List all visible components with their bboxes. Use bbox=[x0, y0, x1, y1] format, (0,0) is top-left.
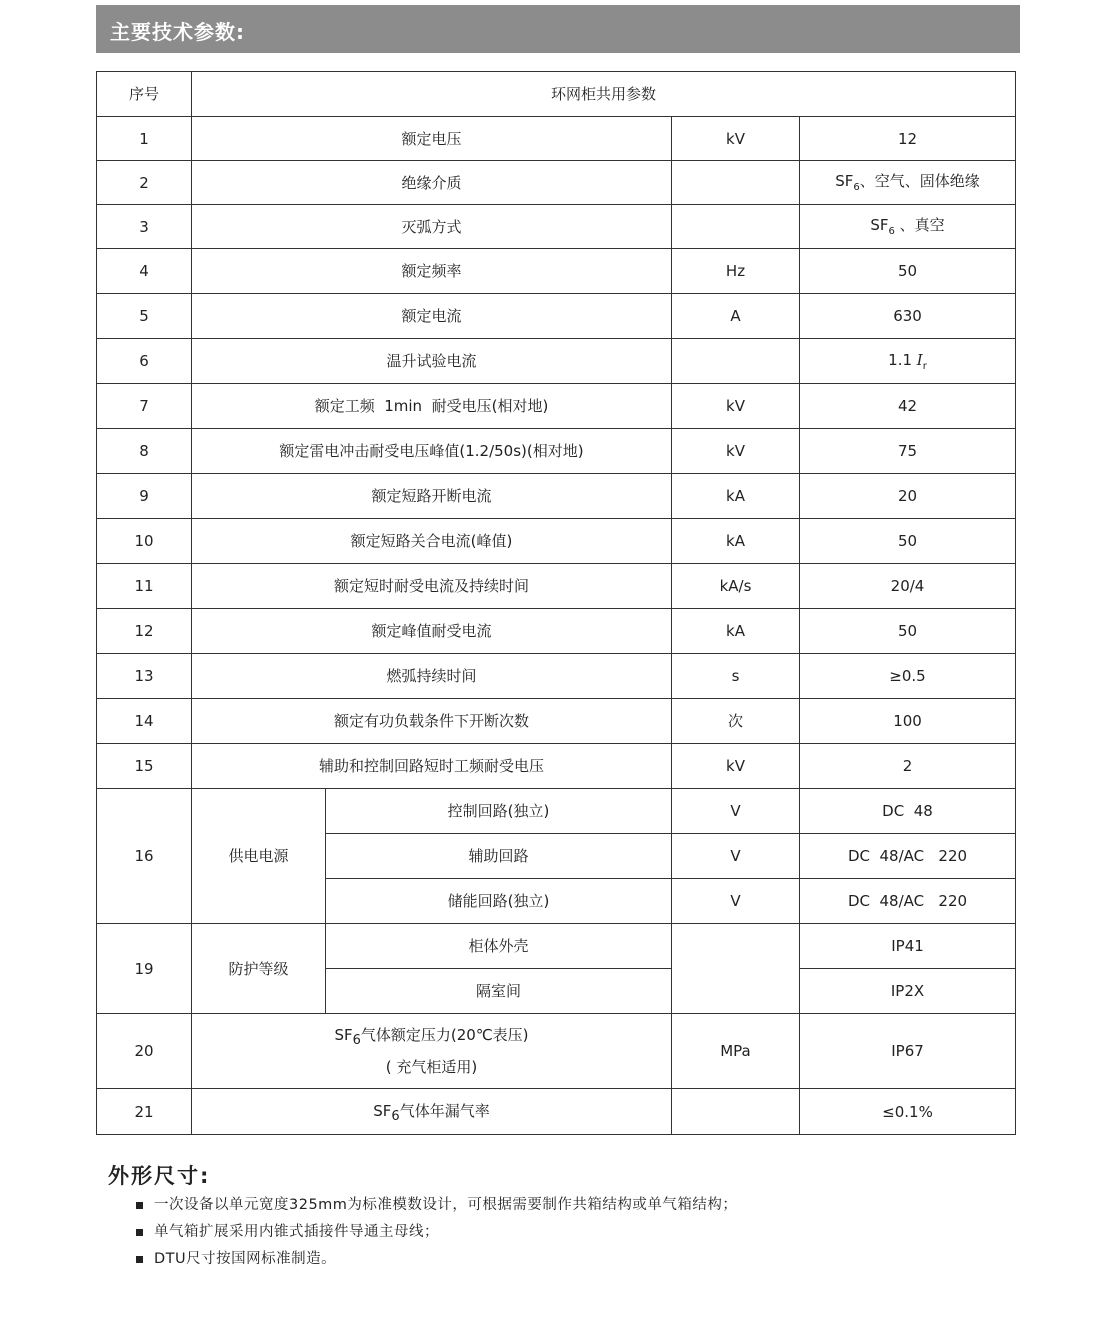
table-row bbox=[97, 474, 1016, 519]
row-unit: kA bbox=[672, 519, 800, 564]
row-group: 防护等级 bbox=[192, 924, 326, 1014]
row-name: 灭弧方式 bbox=[192, 205, 672, 249]
table-row bbox=[97, 117, 1016, 161]
section-header-bar bbox=[96, 5, 1020, 53]
row-name: 绝缘介质 bbox=[192, 161, 672, 205]
row-unit: V bbox=[672, 834, 800, 879]
row-sub-name: 隔室间 bbox=[326, 969, 672, 1014]
row-value: 630 bbox=[800, 294, 1016, 339]
row-no: 2 bbox=[97, 161, 192, 205]
table-header-row bbox=[97, 72, 1016, 117]
row-value: 75 bbox=[800, 429, 1016, 474]
row-name bbox=[192, 1014, 672, 1089]
table-row bbox=[97, 519, 1016, 564]
row-value: DC 48/AC 220 bbox=[800, 879, 1016, 924]
section-title: 主要技术参数: bbox=[110, 20, 245, 44]
table-row bbox=[97, 1014, 1016, 1089]
technical-parameters-table bbox=[96, 71, 1016, 1135]
row-unit: kV bbox=[672, 429, 800, 474]
table-row bbox=[97, 294, 1016, 339]
table-row bbox=[97, 924, 1016, 969]
row-name: 额定雷电冲击耐受电压峰值(1.2/50s)(相对地) bbox=[192, 429, 672, 474]
note-text: 单气箱扩展采用内锥式插接件导通主母线； bbox=[154, 1224, 439, 1240]
note-text: DTU尺寸按国网标准制造。 bbox=[154, 1251, 337, 1267]
row-no: 10 bbox=[97, 519, 192, 564]
square-bullet-icon bbox=[136, 1229, 143, 1236]
table-row bbox=[97, 249, 1016, 294]
row-value: 20 bbox=[800, 474, 1016, 519]
row-name-line2: ( 充气柜适用) bbox=[385, 1058, 478, 1076]
value-subscript: 6 bbox=[888, 226, 895, 237]
row-value bbox=[800, 161, 1016, 205]
table-row bbox=[97, 161, 1016, 205]
row-no: 5 bbox=[97, 294, 192, 339]
square-bullet-icon bbox=[136, 1202, 143, 1209]
name-subscript: 6 bbox=[352, 1033, 361, 1048]
row-unit: V bbox=[672, 879, 800, 924]
row-value: IP41 bbox=[800, 924, 1016, 969]
row-no: 1 bbox=[97, 117, 192, 161]
row-value: 20/4 bbox=[800, 564, 1016, 609]
row-sub-name: 储能回路(独立) bbox=[326, 879, 672, 924]
row-no: 7 bbox=[97, 384, 192, 429]
row-no: 20 bbox=[97, 1014, 192, 1089]
row-name: 额定电压 bbox=[192, 117, 672, 161]
table-row bbox=[97, 789, 1016, 834]
row-unit bbox=[672, 1089, 800, 1135]
row-name: 额定有功负载条件下开断次数 bbox=[192, 699, 672, 744]
list-item bbox=[136, 1219, 737, 1246]
name-text: 气体年漏气率 bbox=[399, 1101, 490, 1120]
row-name: 辅助和控制回路短时工频耐受电压 bbox=[192, 744, 672, 789]
row-unit bbox=[672, 205, 800, 249]
row-no: 19 bbox=[97, 924, 192, 1014]
name-text: SF bbox=[334, 1026, 353, 1044]
row-unit: kV bbox=[672, 744, 800, 789]
value-italic: I bbox=[916, 350, 923, 369]
row-sub-name: 柜体外壳 bbox=[326, 924, 672, 969]
row-name: 额定频率 bbox=[192, 249, 672, 294]
row-unit: kV bbox=[672, 117, 800, 161]
row-unit: s bbox=[672, 654, 800, 699]
row-no: 11 bbox=[97, 564, 192, 609]
dimensions-notes bbox=[136, 1192, 737, 1273]
row-name-line1 bbox=[192, 1020, 671, 1052]
row-no: 4 bbox=[97, 249, 192, 294]
row-name bbox=[192, 1089, 672, 1135]
note-text: 一次设备以单元宽度325mm为标准模数设计，可根据需要制作共箱结构或单气箱结构； bbox=[154, 1197, 738, 1213]
row-value: DC 48/AC 220 bbox=[800, 834, 1016, 879]
value-subscript: 6 bbox=[853, 182, 860, 193]
row-no: 3 bbox=[97, 205, 192, 249]
value-text: 、真空 bbox=[894, 216, 945, 234]
row-no: 16 bbox=[97, 789, 192, 924]
value-text: SF bbox=[835, 172, 854, 190]
row-value: 42 bbox=[800, 384, 1016, 429]
row-no: 13 bbox=[97, 654, 192, 699]
row-value bbox=[800, 339, 1016, 384]
row-name: 燃弧持续时间 bbox=[192, 654, 672, 699]
header-param: 环网柜共用参数 bbox=[192, 72, 1016, 117]
name-text: SF bbox=[373, 1101, 392, 1120]
row-unit bbox=[672, 161, 800, 205]
row-value: 50 bbox=[800, 609, 1016, 654]
table-row bbox=[97, 744, 1016, 789]
row-value: 50 bbox=[800, 519, 1016, 564]
row-no: 14 bbox=[97, 699, 192, 744]
row-no: 15 bbox=[97, 744, 192, 789]
row-no: 6 bbox=[97, 339, 192, 384]
row-no: 9 bbox=[97, 474, 192, 519]
value-text: 、空气、固体绝缘 bbox=[859, 172, 980, 190]
table-row bbox=[97, 564, 1016, 609]
value-subscript: r bbox=[922, 360, 927, 372]
row-value: 12 bbox=[800, 117, 1016, 161]
row-unit: Hz bbox=[672, 249, 800, 294]
row-unit: kA/s bbox=[672, 564, 800, 609]
row-no: 8 bbox=[97, 429, 192, 474]
row-name: 额定电流 bbox=[192, 294, 672, 339]
row-value: 100 bbox=[800, 699, 1016, 744]
table-row bbox=[97, 205, 1016, 249]
row-unit: kV bbox=[672, 384, 800, 429]
row-sub-name: 控制回路(独立) bbox=[326, 789, 672, 834]
row-value: DC 48 bbox=[800, 789, 1016, 834]
row-name: 额定短路开断电流 bbox=[192, 474, 672, 519]
row-name: 额定工频 1min 耐受电压(相对地) bbox=[192, 384, 672, 429]
row-unit: V bbox=[672, 789, 800, 834]
table-row bbox=[97, 429, 1016, 474]
row-name: 温升试验电流 bbox=[192, 339, 672, 384]
row-unit: 次 bbox=[672, 699, 800, 744]
value-text: SF bbox=[870, 216, 889, 234]
header-no: 序号 bbox=[97, 72, 192, 117]
table-row bbox=[97, 699, 1016, 744]
list-item bbox=[136, 1246, 737, 1273]
row-name: 额定峰值耐受电流 bbox=[192, 609, 672, 654]
row-unit: A bbox=[672, 294, 800, 339]
row-value: 50 bbox=[800, 249, 1016, 294]
row-group: 供电电源 bbox=[192, 789, 326, 924]
row-unit: MPa bbox=[672, 1014, 800, 1089]
table-row bbox=[97, 1089, 1016, 1135]
list-item bbox=[136, 1192, 737, 1219]
row-unit: kA bbox=[672, 609, 800, 654]
row-name: 额定短路关合电流(峰值) bbox=[192, 519, 672, 564]
row-unit bbox=[672, 339, 800, 384]
row-unit bbox=[672, 924, 800, 1014]
row-value: 2 bbox=[800, 744, 1016, 789]
row-value bbox=[800, 205, 1016, 249]
table-row bbox=[97, 339, 1016, 384]
row-name: 额定短时耐受电流及持续时间 bbox=[192, 564, 672, 609]
row-sub-name: 辅助回路 bbox=[326, 834, 672, 879]
table-row bbox=[97, 609, 1016, 654]
value-text: 1.1 bbox=[888, 350, 917, 369]
row-value: ≥0.5 bbox=[800, 654, 1016, 699]
table-row bbox=[97, 384, 1016, 429]
name-subscript: 6 bbox=[391, 1108, 400, 1124]
row-no: 21 bbox=[97, 1089, 192, 1135]
row-no: 12 bbox=[97, 609, 192, 654]
row-unit: kA bbox=[672, 474, 800, 519]
row-value: ≤0.1% bbox=[800, 1089, 1016, 1135]
row-value: IP2X bbox=[800, 969, 1016, 1014]
square-bullet-icon bbox=[136, 1256, 143, 1263]
table-row bbox=[97, 654, 1016, 699]
row-value: IP67 bbox=[800, 1014, 1016, 1089]
dimensions-title: 外形尺寸: bbox=[108, 1164, 211, 1188]
name-text: 气体额定压力(20℃表压) bbox=[360, 1026, 529, 1044]
